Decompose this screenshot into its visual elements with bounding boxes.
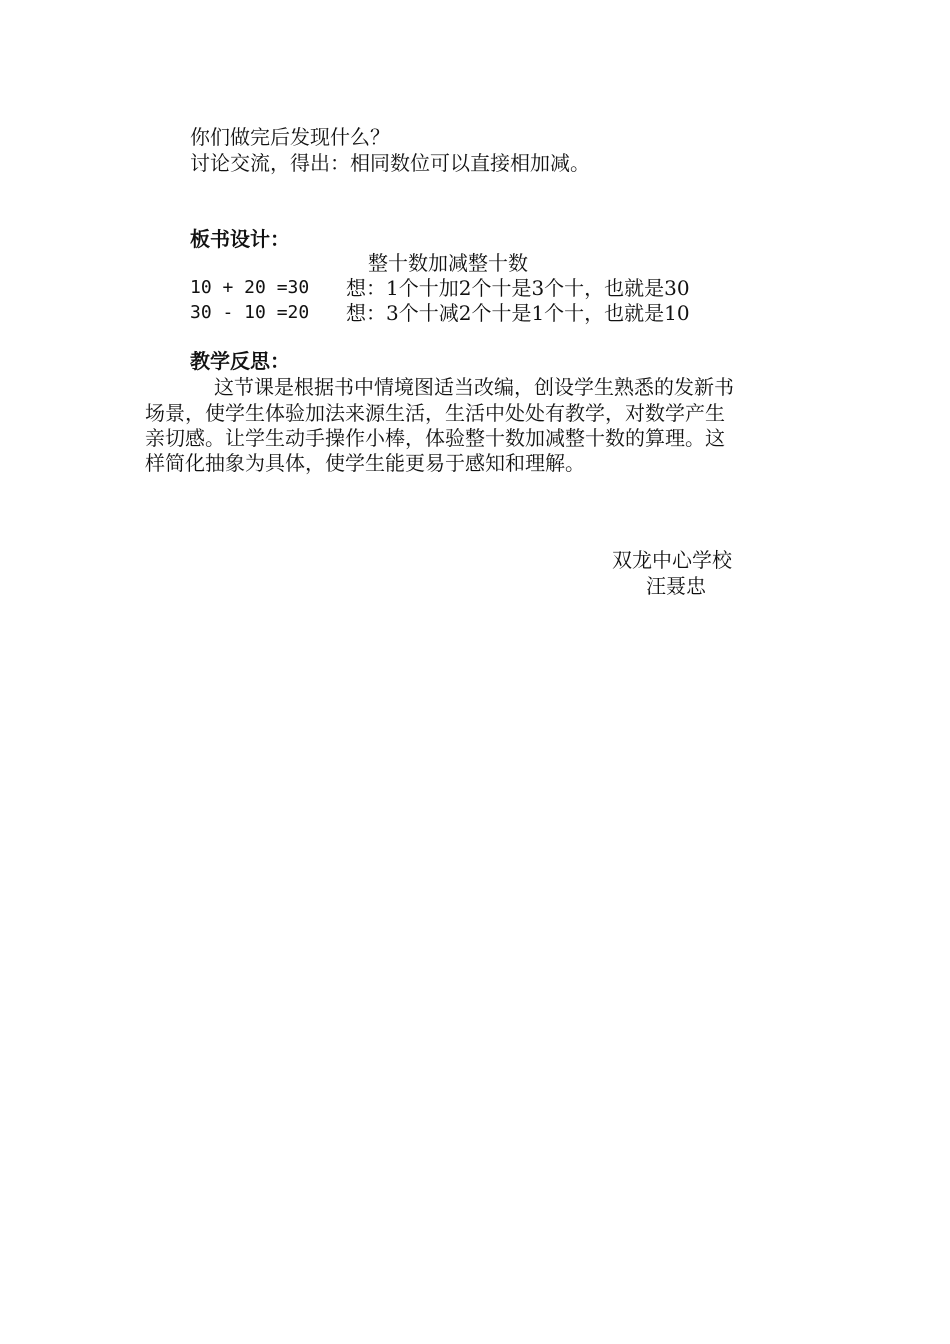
reflection-line-4: 样简化抽象为具体，使学生能更易于感知和理解。 xyxy=(145,451,585,475)
reflection-line-2: 场景，使学生体验加法来源生活，生活中处处有教学，对数学产生 xyxy=(145,401,725,425)
board-equation-1: 10 + 20 =30 xyxy=(190,277,310,298)
board-explanation-1: 想：1个十加2个十是3个十，也就是30 xyxy=(346,276,690,300)
board-design-heading: 板书设计： xyxy=(190,227,290,251)
signature-school: 双龙中心学校 xyxy=(612,548,732,572)
intro-discussion: 讨论交流，得出：相同数位可以直接相加减。 xyxy=(190,151,590,175)
signature-author: 汪聂忠 xyxy=(646,574,706,598)
reflection-line-3: 亲切感。让学生动手操作小棒，体验整十数加减整十数的算理。这 xyxy=(145,426,725,450)
intro-question: 你们做完后发现什么？ xyxy=(190,125,390,149)
board-equation-2: 30 - 10 =20 xyxy=(190,302,310,323)
reflection-line-1: 这节课是根据书中情境图适当改编，创设学生熟悉的发新书 xyxy=(214,375,734,399)
board-design-title: 整十数加减整十数 xyxy=(368,251,528,275)
board-explanation-2: 想：3个十减2个十是1个十，也就是10 xyxy=(346,301,690,325)
reflection-heading: 教学反思： xyxy=(190,349,290,373)
